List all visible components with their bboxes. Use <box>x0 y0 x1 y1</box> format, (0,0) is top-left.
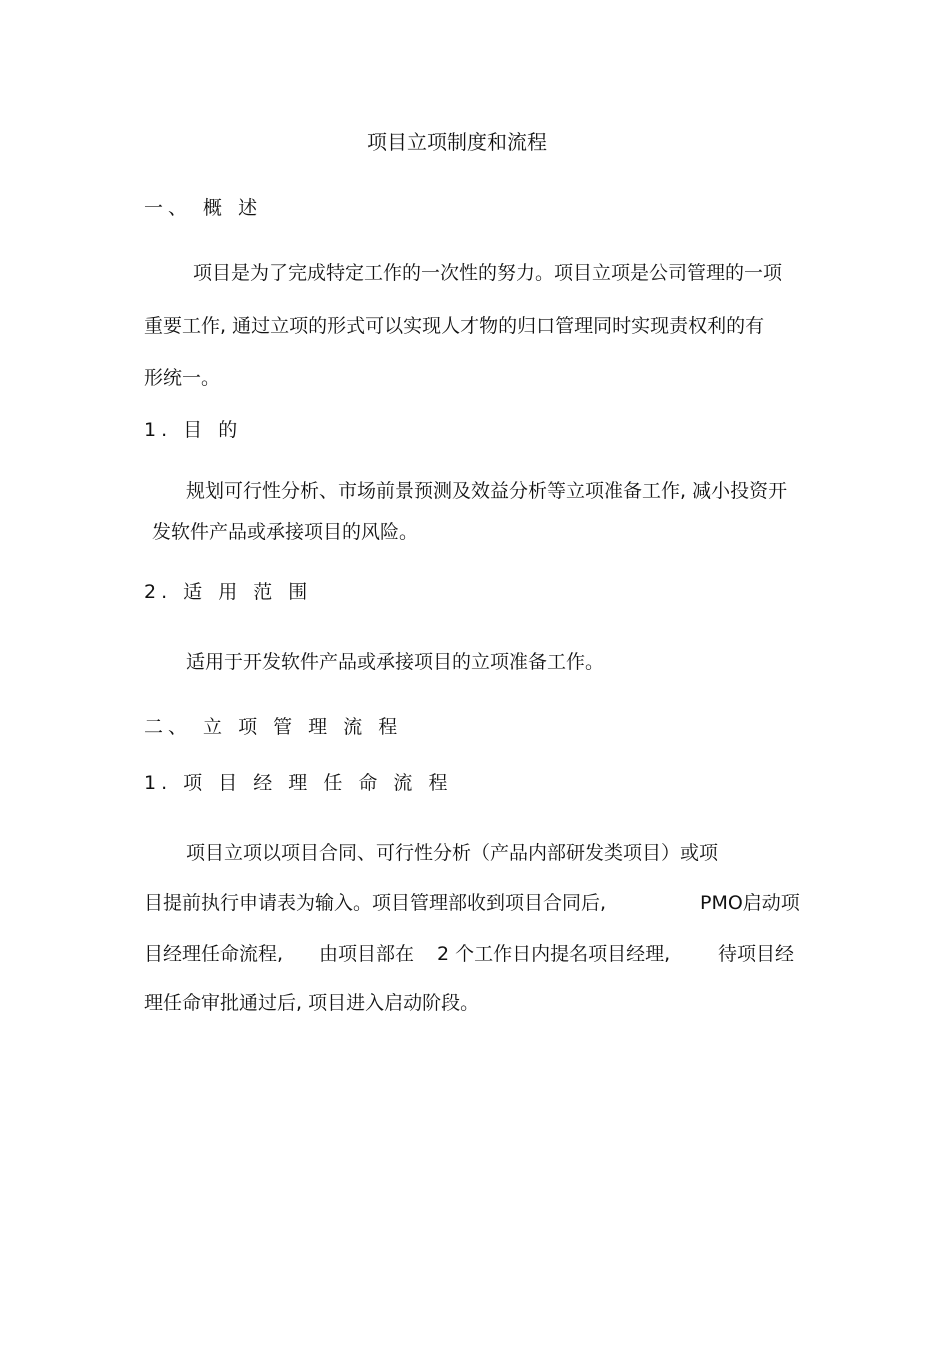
process-line-2a: 目提前执行申请表为输入。项目管理部收到项目合同后, <box>144 892 607 914</box>
process-line-3a: 目经理任命流程, <box>144 943 284 965</box>
section-heading-overview: 一、 概 述 <box>144 197 263 219</box>
process-line-2b: PMO启动项 <box>700 892 800 914</box>
subheading-purpose: 1. 目 的 <box>144 419 243 441</box>
process-line-3b: 由项目部在 <box>319 943 415 965</box>
section-heading-process: 二、 立 项 管 理 流 程 <box>144 716 403 738</box>
purpose-line-2: 发软件产品或承接项目的风险。 <box>152 521 419 543</box>
process-line-3d: 待项目经 <box>718 943 795 965</box>
subheading-pm-appointment: 1. 项 目 经 理 任 命 流 程 <box>144 772 453 794</box>
process-line-1: 项目立项以项目合同、可行性分析（产品内部研发类项目）或项 <box>186 842 719 864</box>
purpose-line-1: 规划可行性分析、市场前景预测及效益分析等立项准备工作, 减小投资开 <box>186 480 788 502</box>
overview-paragraph-line-1: 项目是为了完成特定工作的一次性的努力。项目立项是公司管理的一项 <box>193 262 783 284</box>
scope-text: 适用于开发软件产品或承接项目的立项准备工作。 <box>186 651 605 673</box>
overview-paragraph-line-3: 形统一。 <box>144 367 221 389</box>
page-title: 项目立项制度和流程 <box>367 130 547 154</box>
overview-paragraph-line-2: 重要工作, 通过立项的形式可以实现人才物的归口管理同时实现责权利的有 <box>144 315 765 337</box>
process-line-3c: 2 个工作日内提名项目经理, <box>437 943 671 965</box>
subheading-scope: 2. 适 用 范 围 <box>144 581 313 603</box>
process-line-4: 理任命审批通过后, 项目进入启动阶段。 <box>144 992 480 1014</box>
